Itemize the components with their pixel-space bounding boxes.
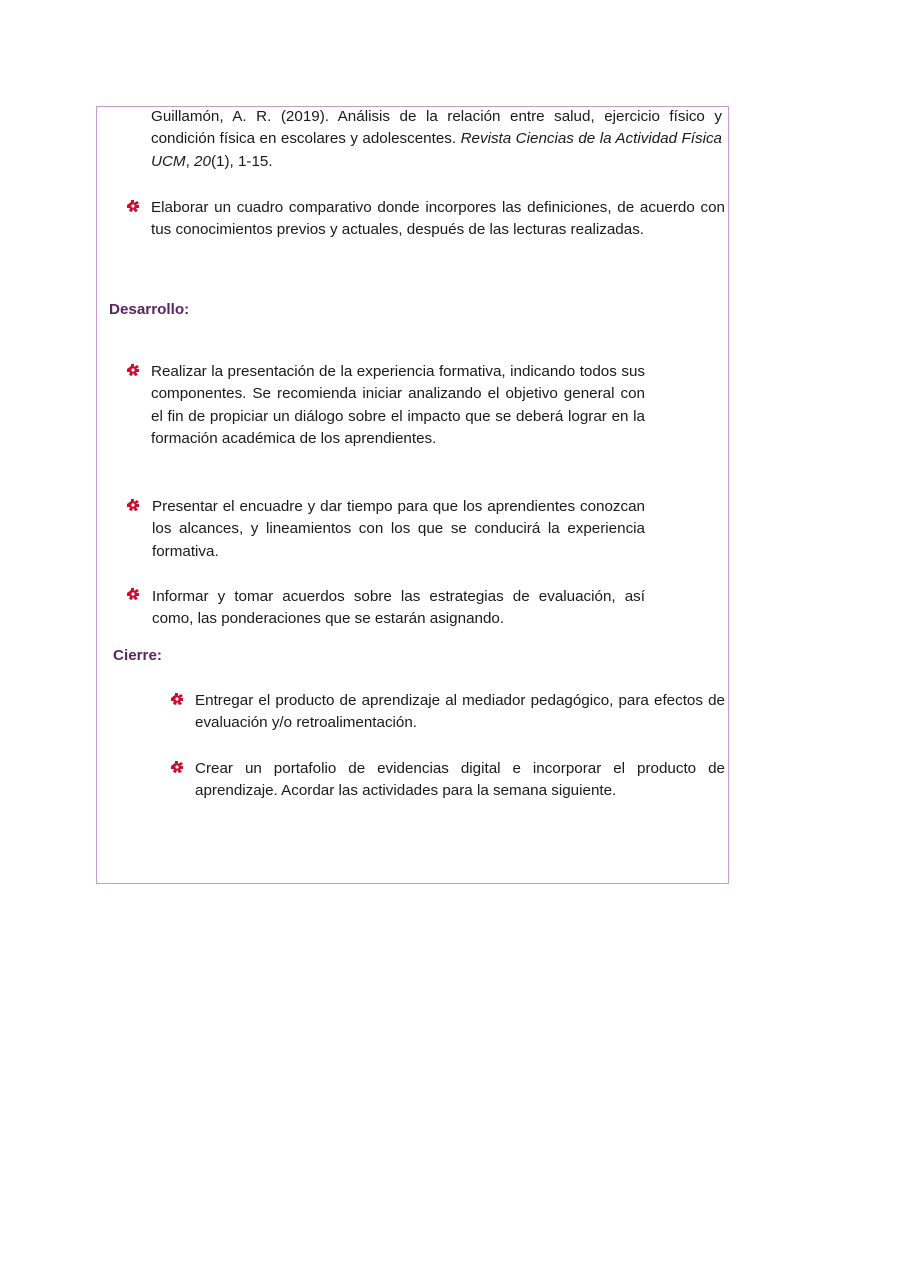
reference-authors: Guillamón, A. R. (2019). xyxy=(151,108,338,125)
red-hand-bullet-icon xyxy=(125,198,141,214)
reference-separator: , xyxy=(185,152,195,170)
list-item: Realizar la presentación de la experiencia formativa, indicando todos sus componentes. Se recomienda iniciar analizando el objetivo general con el fin de propiciar un diálogo sobre el impacto que se deberá lograr en la formación académica de los aprendientes. xyxy=(151,363,645,447)
list-item: Crear un portafolio de evidencias digital e incorporar el producto de aprendizaje. Acordar las actividades para la semana siguiente. xyxy=(195,760,725,800)
red-hand-bullet-icon xyxy=(125,497,141,513)
red-hand-bullet-icon xyxy=(125,362,141,378)
list-item: Informar y tomar acuerdos sobre las estrategias de evaluación, así como, las ponderaciones que se estarán asignando. xyxy=(152,588,645,628)
reference-volume: 20 xyxy=(194,152,211,170)
section-heading-cierre: Cierre: xyxy=(113,647,162,664)
reference-issue-pages: (1), 1-15. xyxy=(210,152,273,170)
list-item: Elaborar un cuadro comparativo donde incorpores las definiciones, de acuerdo con tus conocimientos previos y actuales, después de las lecturas realizadas. xyxy=(151,199,725,239)
red-hand-bullet-icon xyxy=(125,586,141,602)
red-hand-bullet-icon xyxy=(169,691,185,707)
list-item: Entregar el producto de aprendizaje al mediador pedagógico, para efectos de evaluación y/o retroalimentación. xyxy=(195,692,725,732)
reference-journal: Revista Ciencias de la Actividad Física UCM xyxy=(151,130,723,170)
red-hand-bullet-icon xyxy=(169,759,185,775)
reference-citation xyxy=(151,106,722,173)
list-item: Presentar el encuadre y dar tiempo para que los aprendientes conozcan los alcances, y lineamientos con los que se conducirá la experiencia formativa. xyxy=(152,498,645,560)
section-heading-desarrollo: Desarrollo: xyxy=(109,301,190,318)
reference-title: Análisis de la relación entre salud, ejercicio físico y condición física en escolares y adolescentes. xyxy=(151,108,722,148)
